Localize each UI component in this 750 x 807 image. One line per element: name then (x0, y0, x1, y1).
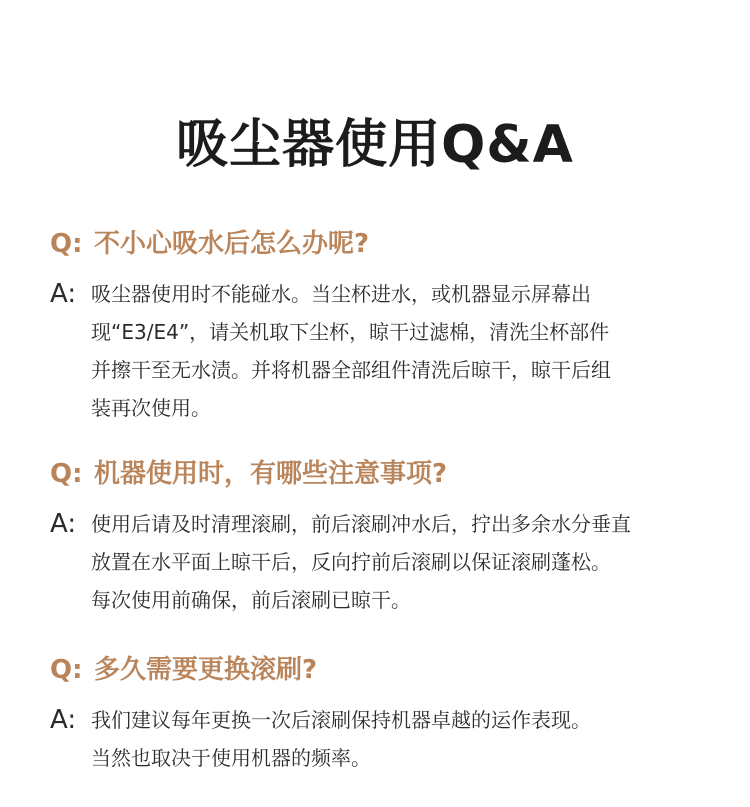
answer-label: A: (50, 705, 77, 735)
answer-line: 使用后请及时清理滚刷，前后滚刷冲水后，拧出多余水分垂直 (91, 512, 631, 536)
answer-line: 我们建议每年更换一次后滚刷保持机器卓越的运作表现。 (91, 708, 591, 732)
answer-line: 吸尘器使用时不能碰水。当尘杯进水，或机器显示屏幕出 (91, 282, 591, 306)
question (50, 456, 447, 492)
page-title: 吸尘器使用Q&A (176, 115, 574, 175)
answer-line: 每次使用前确保，前后滚刷已晾干。 (91, 588, 411, 612)
answer-line: 并擦干至无水渍。并将机器全部组件清洗后晾干，晾干后组 (91, 358, 611, 382)
question-label: Q: (50, 229, 83, 259)
answer-line: 放置在水平面上晾干后，反向拧前后滚刷以保证滚刷蓬松。 (91, 550, 611, 574)
answer-line: 现“E3/E4”，请关机取下尘杯，晾干过滤棉，清洗尘杯部件 (91, 320, 610, 344)
question (50, 652, 317, 688)
question-label: Q: (50, 655, 83, 685)
answer-label: A: (50, 509, 77, 539)
answer-text (91, 701, 691, 777)
answer-label: A: (50, 279, 77, 309)
question-text: 机器使用时，有哪些注意事项? (94, 459, 448, 489)
answer-text (91, 275, 691, 427)
answer-text (91, 505, 691, 619)
answer-line: 装再次使用。 (91, 396, 211, 420)
question-text: 多久需要更换滚刷? (94, 655, 318, 685)
question-label: Q: (50, 459, 83, 489)
answer-line: 当然也取决于使用机器的频率。 (91, 746, 371, 770)
question-text: 不小心吸水后怎么办呢? (94, 229, 370, 259)
question (50, 226, 369, 262)
